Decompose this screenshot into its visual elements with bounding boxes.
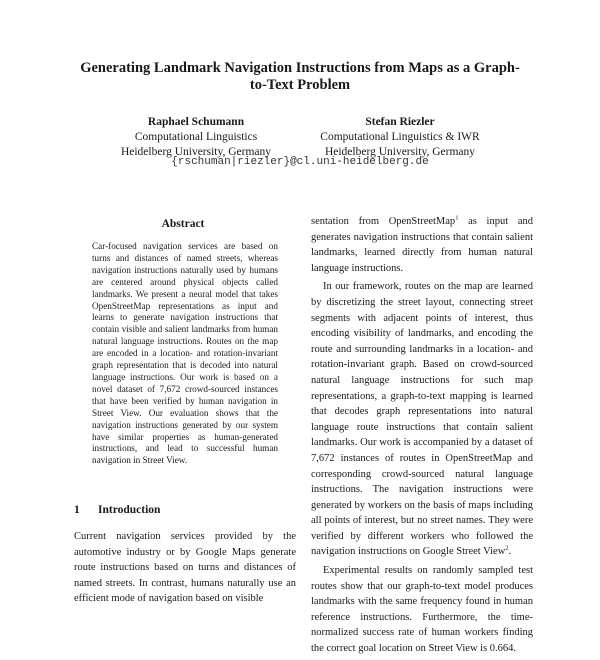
paragraph-text: as input and generates navigation instructions that contain salient landmarks, learned directly from human natural language instructions. xyxy=(311,216,533,274)
body-paragraph xyxy=(311,279,533,560)
author-affiliation: Computational Linguistics & IWR xyxy=(320,131,480,143)
intro-paragraph: Current navigation services provided by the automotive industry or by Google Maps generate route instructions based on turns and distances of named streets. In contrast, humans naturally use an efficient mode of navigation based on visible xyxy=(74,531,296,605)
paper-title: Generating Landmark Navigation Instructions from Maps as a Graph-to-Text Problem xyxy=(80,60,520,93)
paragraph-text: . xyxy=(508,546,512,558)
paragraph-text: In our framework, routes on the map are learned by discretizing the street layout, connecting street segments with adjacent points of interest, thus encoding visibility of landmarks, and encoding the route and surrounding landmarks in a location- and rotation-invariant graph. Based on crowd-sourced natural language instructions for such map representations, a graph-to-text mapping is learned that decodes graph representations into natural language route instructions that contain salient landmarks. Our work is accompanied by a dataset of 7,672 instances of routes in OpenStreetMap and corresponding crowd-sourced natural language instructions. The navigation instructions were generated by workers on the basis of maps including all points of interest, but no street names. They were verified by different workers who followed the navigation instructions on Google Street View xyxy=(311,281,533,558)
paragraph-text: sentation from OpenStreetMap xyxy=(311,216,456,227)
abstract-text: Car-focused navigation services are based on turns and distances of named streets, whereas navigation instructions naturally used by humans are centered around physical objects called landmarks. We present a neural model that takes OpenStreetMap representations as input and learns to generate navigation instructions that contain visible and salient landmarks from human natural language instructions. Routes on the map are encoded in a location- and rotation-invariant graph representation that is decoded into natural language instructions. Our work is based on a novel dataset of 7,672 crowd-sourced instances that have been verified by human navigation in Street View. Our evaluation shows that the navigation instructions generated by our system have similar properties as human-generated instructions, and lead to successful human navigation in Street View. xyxy=(92,241,278,466)
section-number: 1 xyxy=(74,504,80,516)
body-paragraph: Experimental results on randomly sampled test routes show that our graph-to-text model produces landmarks with the same frequency found in human reference instructions. Furthermore, the time-normalized success rate of human workers finding the correct goal location on Street View is 0.664. xyxy=(311,565,533,655)
footnote-mark: 1 xyxy=(455,214,459,222)
author-affiliation: Computational Linguistics xyxy=(134,131,258,143)
body-paragraph xyxy=(311,214,533,276)
section-title: Introduction xyxy=(98,504,161,516)
author-name: Raphael Schumann xyxy=(147,116,245,128)
right-column xyxy=(311,214,533,660)
footnote-mark: 2 xyxy=(505,544,509,552)
author-location: Heidelberg University, Germany xyxy=(324,146,476,158)
author-block xyxy=(310,115,490,160)
author-email: {rschuman|riezler}@cl.uni-heidelberg.de xyxy=(171,156,429,168)
author-location: Heidelberg University, Germany xyxy=(120,146,272,158)
author-block xyxy=(108,115,284,160)
author-name: Stefan Riezler xyxy=(365,116,435,128)
section-heading xyxy=(74,504,160,516)
abstract-heading: Abstract xyxy=(161,218,205,230)
